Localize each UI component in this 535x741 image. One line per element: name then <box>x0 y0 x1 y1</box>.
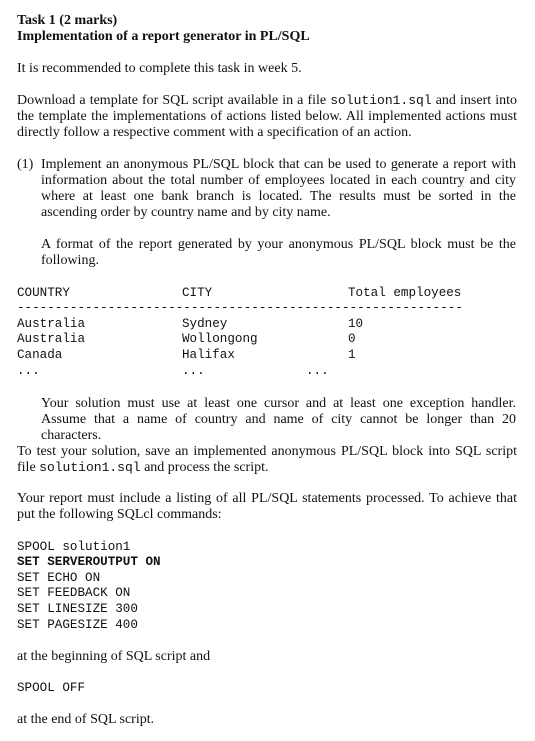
command-line: SET LINESIZE 300 <box>17 602 138 616</box>
report-col-country: COUNTRY <box>17 286 70 300</box>
report-ellipsis: ... <box>306 364 329 378</box>
format-paragraph: A format of the report generated by your anonymous PL/SQL block must be the following. <box>41 237 516 268</box>
download-text-end: and insert into the template the implementations of actions listed below. All implemented actions must directly follow a respective comment with a specification of an action. <box>17 93 517 140</box>
spool-off-command: SPOOL OFF <box>17 681 86 695</box>
listing-paragraph: Your report must include a listing of all PL/SQL statements processed. To achieve that put the following SQLcl commands: <box>17 491 517 522</box>
download-text-start: Download a template for SQL script available in a file <box>17 93 331 108</box>
report-row-country: Australia <box>17 317 86 331</box>
end-text: at the end of SQL script. <box>17 712 155 727</box>
report-col-total: Total employees <box>348 286 462 300</box>
report-row-city: Wollongong <box>182 332 258 346</box>
download-paragraph <box>17 93 517 141</box>
report-ellipsis: ... <box>17 364 40 378</box>
beginning-text: at the beginning of SQL script and <box>17 649 211 664</box>
report-row-country: Canada <box>17 348 63 362</box>
report-ellipsis: ... <box>182 364 205 378</box>
test-text-end: and process the script. <box>140 460 269 475</box>
command-line: SET SERVEROUTPUT ON <box>17 555 161 569</box>
command-line: SET ECHO ON <box>17 571 101 585</box>
report-row-total: 10 <box>348 317 364 331</box>
report-row-total: 1 <box>348 348 356 362</box>
report-row-country: Australia <box>17 332 86 346</box>
report-row-city: Sydney <box>182 317 228 331</box>
command-line: SET PAGESIZE 400 <box>17 618 138 632</box>
test-paragraph <box>17 444 517 476</box>
report-row-city: Halifax <box>182 348 235 362</box>
task-subtitle: Implementation of a report generator in PL/SQL <box>17 29 310 44</box>
task-title: Task 1 (2 marks) <box>17 13 118 28</box>
command-line: SPOOL solution1 <box>17 540 131 554</box>
item-text: Implement an anonymous PL/SQL block that can be used to generate a report with information about the total number of employees located in each country and city where at least one bank branch is located. The results must be sorted in the ascending order by country name and by city name. <box>41 157 516 220</box>
report-col-city: CITY <box>182 286 213 300</box>
command-line: SET FEEDBACK ON <box>17 586 131 600</box>
test-text-start: To test your solution, save an implemented anonymous PL/SQL block into SQL script file <box>17 444 517 475</box>
item-number: (1) <box>17 157 34 172</box>
report-separator: ----------------------------------------------------------- <box>17 301 463 315</box>
recommendation-text: It is recommended to complete this task in week 5. <box>17 61 302 76</box>
solution-paragraph: Your solution must use at least one cursor and at least one exception handler. Assume that a name of country and name of city cannot be longer than 20 characters. <box>41 396 516 443</box>
download-file-name: solution1.sql <box>330 93 432 108</box>
test-file-name: solution1.sql <box>39 460 141 475</box>
report-row-total: 0 <box>348 332 356 346</box>
